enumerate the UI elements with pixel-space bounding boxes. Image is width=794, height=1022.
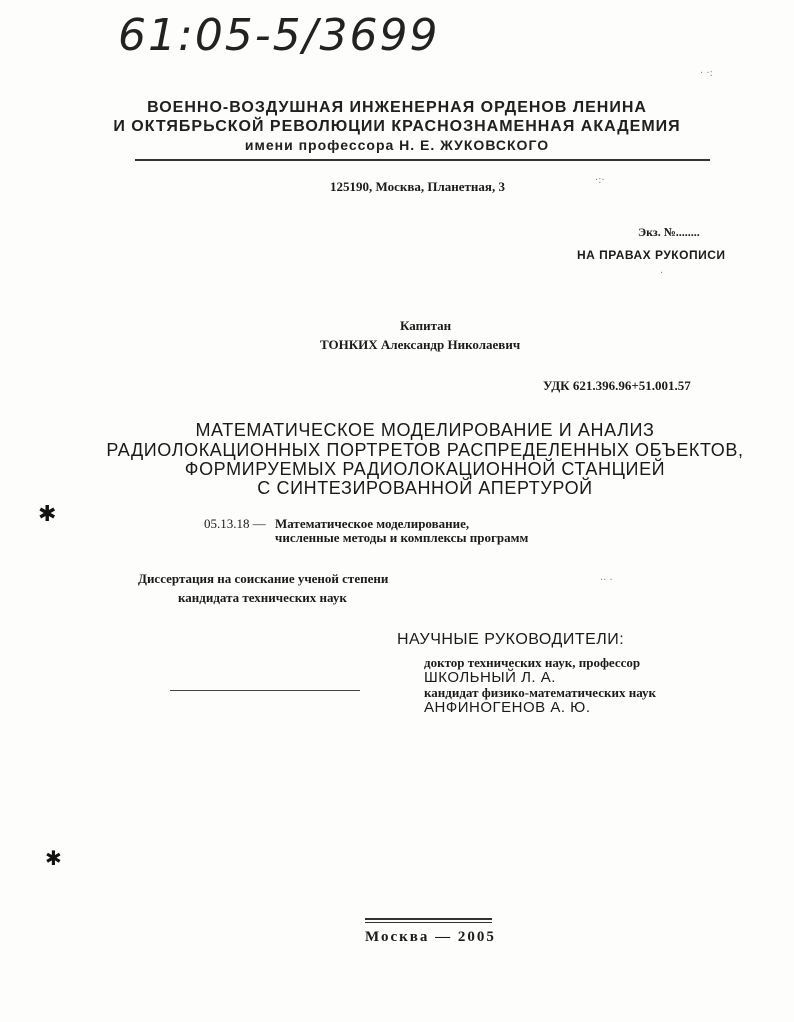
address: 125190, Москва, Планетная, 3: [330, 179, 505, 194]
handwritten-archive-number: 61:05-5/3699: [118, 10, 440, 61]
title-line-4: С СИНТЕЗИРОВАННОЙ АПЕРТУРОЙ: [257, 478, 593, 498]
scan-noise-specks: · ·:: [700, 68, 713, 79]
copy-number-label: Экз. №........: [638, 225, 700, 239]
advisor-1-name: ШКОЛЬНЫЙ Л. А.: [424, 669, 556, 686]
advisor-1-degree: доктор технических наук, профессор: [424, 655, 641, 670]
author-rank: Капитан: [400, 318, 452, 333]
institution-line-3: имени профессора Н. Е. ЖУКОВСКОГО: [244, 137, 550, 153]
institution-line-1: ВОЕННО-ВОЗДУШНАЯ ИНЖЕНЕРНАЯ ОРДЕНОВ ЛЕНИНА: [147, 99, 647, 116]
scan-noise-specks: ·:·: [595, 175, 605, 186]
author-name: ТОНКИХ Александр Николаевич: [320, 337, 521, 352]
manuscript-rights: НА ПРАВАХ РУКОПИСИ: [577, 248, 726, 262]
specialty-line-2: численные методы и комплексы программ: [275, 530, 529, 545]
udk-code: УДК 621.396.96+51.001.57: [543, 378, 691, 393]
ink-blot-mark-icon: ✱: [45, 846, 62, 870]
footer-divider-thin: [365, 922, 492, 923]
scan-noise-specks: ·· ·: [600, 575, 613, 586]
advisor-2-degree: кандидат физико-математических наук: [424, 685, 657, 700]
title-line-3: ФОРМИРУЕМЫХ РАДИОЛОКАЦИОННОЙ СТАНЦИЕЙ: [184, 459, 666, 479]
footer-divider-thick: [365, 918, 492, 920]
title-line-1: МАТЕМАТИЧЕСКОЕ МОДЕЛИРОВАНИЕ И АНАЛИЗ: [195, 420, 655, 440]
title-line-2: РАДИОЛОКАЦИОННЫХ ПОРТРЕТОВ РАСПРЕДЕЛЕННЫХ ОБЪЕКТОВ,: [106, 440, 744, 460]
dissertation-line-2: кандидата технических наук: [178, 590, 347, 605]
city-year: Москва — 2005: [365, 929, 496, 945]
specialty-code: 05.13.18 —: [204, 516, 266, 531]
specialty-line-1: Математическое моделирование,: [275, 516, 470, 531]
ink-blot-mark-icon: ✱: [38, 502, 57, 527]
institution-line-2: И ОКТЯБРЬСКОЙ РЕВОЛЮЦИИ КРАСНОЗНАМЕННАЯ АКАДЕМИЯ: [113, 118, 681, 135]
advisors-heading: НАУЧНЫЕ РУКОВОДИТЕЛИ:: [397, 631, 625, 648]
signature-line: [170, 690, 360, 691]
dissertation-line-1: Диссертация на соискание ученой степени: [138, 571, 389, 586]
header-divider: [135, 159, 710, 161]
scan-noise-specks: ·: [660, 268, 664, 279]
advisor-2-name: АНФИНОГЕНОВ А. Ю.: [424, 699, 591, 716]
